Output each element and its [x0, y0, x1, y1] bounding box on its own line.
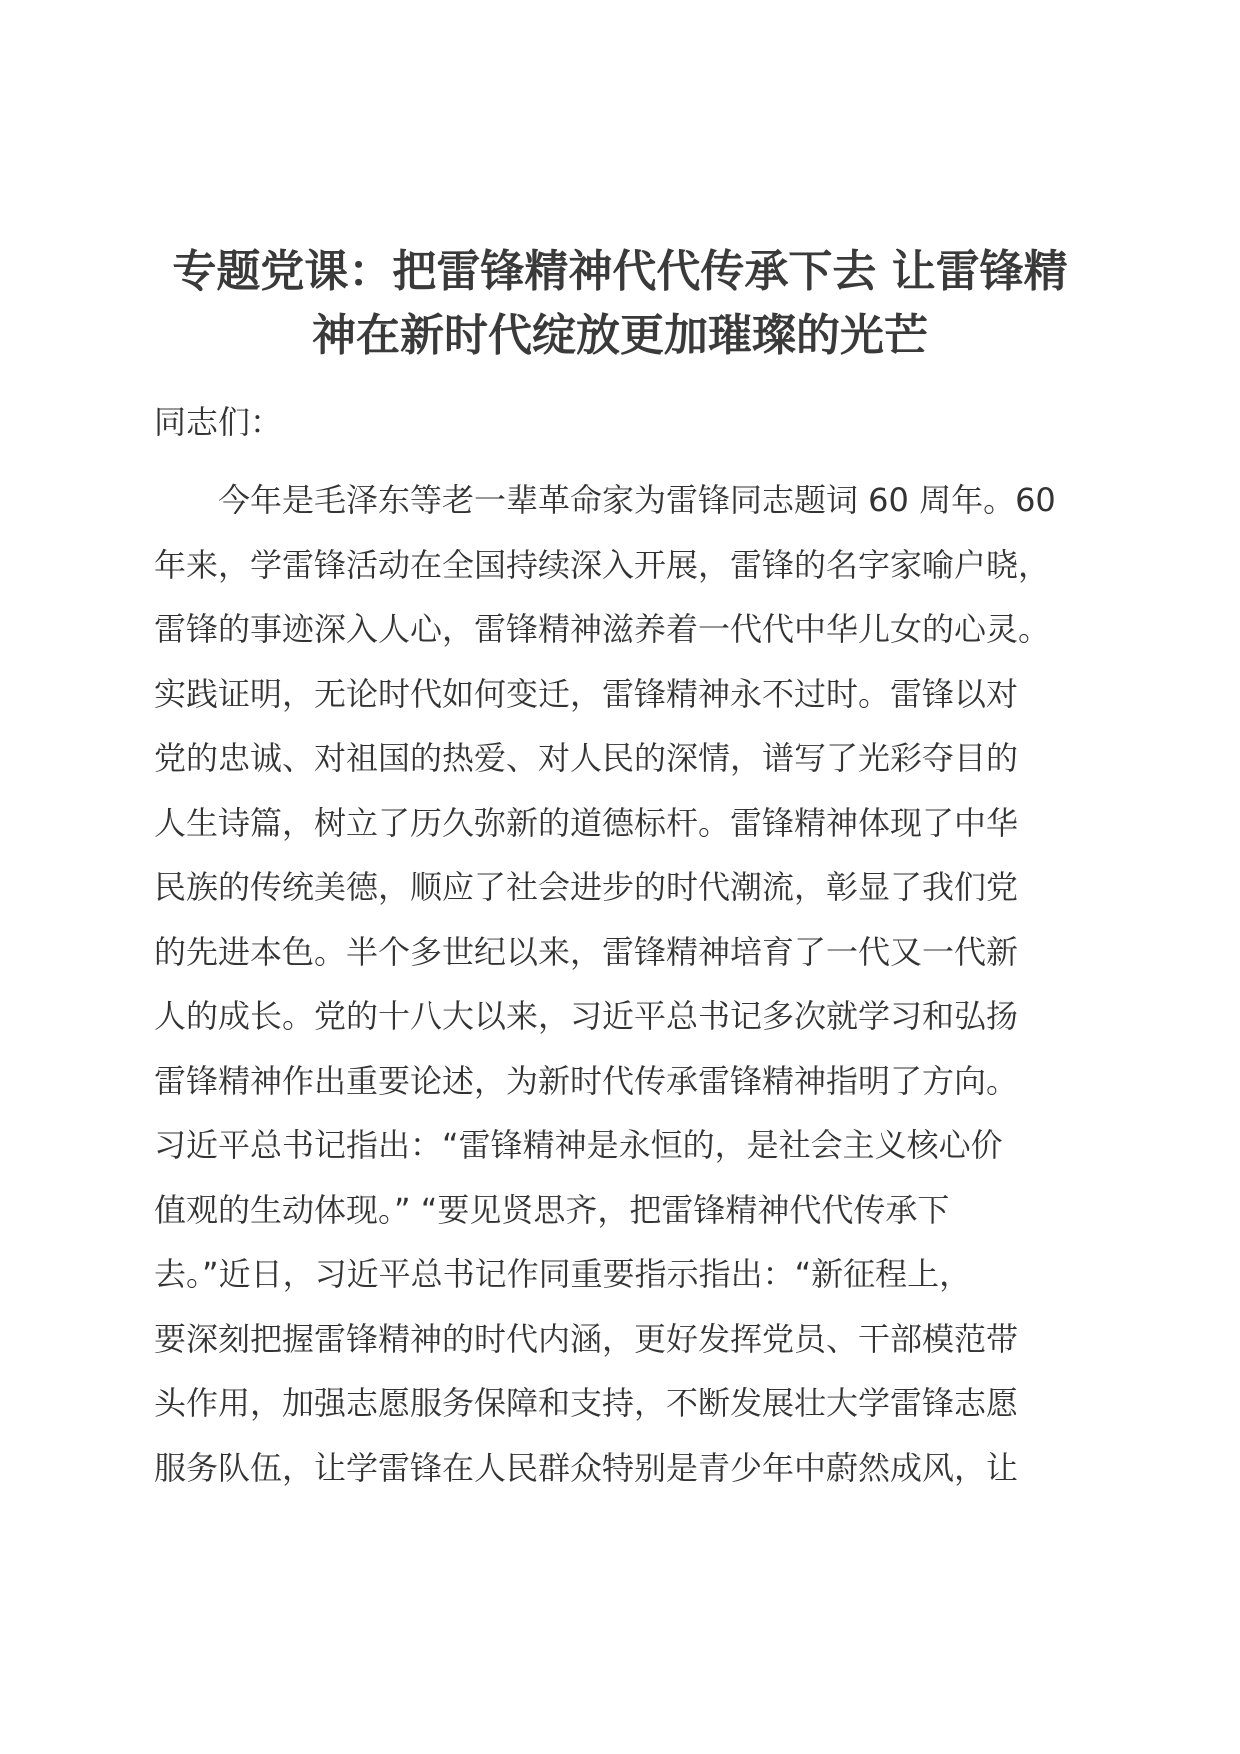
body-line: 民族的传统美德，顺应了社会进步的时代潮流，彰显了我们党	[154, 868, 1019, 906]
body-line: 实践证明，无论时代如何变迁，雷锋精神永不过时。雷锋以对	[154, 674, 1019, 713]
title-line-1: 专题党课：把雷锋精神代代传承下去 让雷锋精	[172, 246, 1068, 297]
body-paragraph	[154, 468, 1114, 1500]
body-line: 年来，学雷锋活动在全国持续深入开展，雷锋的名字家喻户晓，	[154, 545, 1051, 584]
body-line: 习近平总书记指出：“雷锋精神是永恒的，是社会主义核心价	[154, 1126, 1003, 1164]
body-line: 要深刻把握雷锋精神的时代内涵，更好发挥党员、干部模范带	[154, 1319, 1019, 1358]
body-line: 雷锋的事迹深入人心，雷锋精神滋养着一代代中华儿女的心灵。	[154, 610, 1051, 648]
body-line: 今年是毛泽东等老一辈革命家为雷锋同志题词 60 周年。60	[154, 481, 1056, 519]
body-line: 雷锋精神作出重要论述，为新时代传承雷锋精神指明了方向。	[154, 1061, 1019, 1100]
body-line: 服务队伍，让学雷锋在人民群众特别是青少年中蔚然成风，让	[154, 1448, 1019, 1487]
body-line: 值观的生动体现。” “要见贤思齐，把雷锋精神代代传承下	[154, 1190, 950, 1229]
title-line-2: 神在新时代绽放更加璀璨的光芒	[312, 310, 928, 361]
body-line: 的先进本色。半个多世纪以来，雷锋精神培育了一代又一代新	[154, 932, 1019, 971]
document-title	[150, 240, 1090, 368]
body-line: 头作用，加强志愿服务保障和支持，不断发展壮大学雷锋志愿	[154, 1384, 1019, 1422]
body-line: 人生诗篇，树立了历久弥新的道德标杆。雷锋精神体现了中华	[154, 803, 1019, 842]
body-line: 去。”近日，习近平总书记作同重要指示指出：“新征程上，	[154, 1255, 972, 1293]
salutation: 同志们：	[154, 403, 283, 441]
body-line: 党的忠诚、对祖国的热爱、对人民的深情，谱写了光彩夺目的	[154, 739, 1019, 777]
body-line: 人的成长。党的十八大以来，习近平总书记多次就学习和弘扬	[154, 997, 1019, 1035]
